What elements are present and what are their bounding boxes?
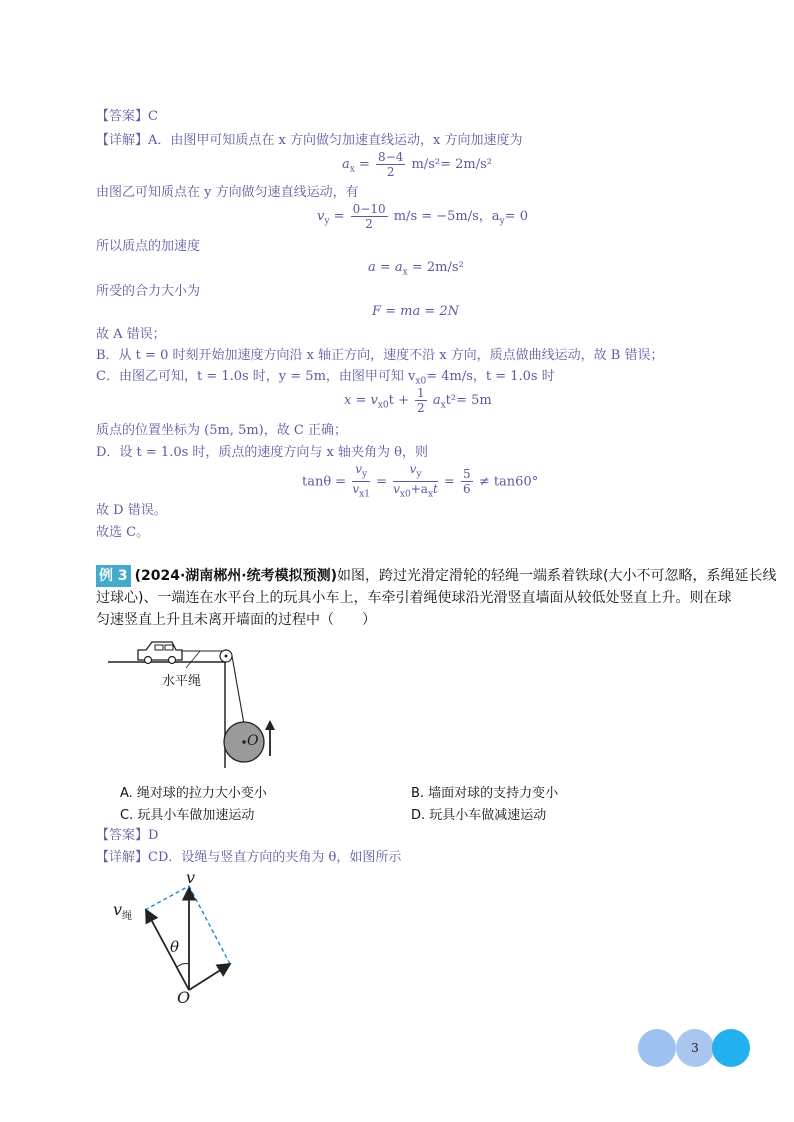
- line-d: D．设 t = 1.0s 时，质点的速度方向与 x 轴夹角为 θ，则: [96, 445, 428, 460]
- example-badge: 例 3: [96, 565, 131, 587]
- equation-x: $x = v_{x0}t$ + $\frac{1}{2}$ $a_xt^2= 5m$: [344, 386, 492, 415]
- velocity-vector-figure: [110, 872, 250, 1002]
- fig-o-label: O: [177, 988, 191, 1007]
- fig-v-label: v: [186, 868, 196, 887]
- equation-f: F = ma = 2N: [372, 304, 460, 319]
- answer-line: 【答案】C: [96, 109, 158, 124]
- line-c-pos: 质点的位置坐标为 (5m, 5m)，故 C 正确；: [96, 423, 347, 438]
- line-a-wrong: 故 A 错误；: [96, 327, 166, 342]
- line-y: 由图乙可知质点在 y 方向做匀速直线运动，有: [96, 185, 359, 200]
- option-c: C. 玩具小车做加速运动: [120, 808, 255, 823]
- line-choose: 故选 C。: [96, 525, 150, 540]
- pulley-figure: [108, 636, 288, 776]
- line-c: C．由图乙可知，t = 1.0s 时，y = 5m，由图甲可知 $v_{x0}= 4m/s$，t = 1.0s 时: [96, 369, 555, 387]
- example-3-line1: 例 3 (2024·湖南郴州·统考模拟预测)如图，跨过光滑定滑轮的轻绳一端系着铁球(大小不可忽略，系绳延长线: [96, 565, 777, 587]
- ball-center-label: O: [247, 733, 259, 749]
- line-b: B．从 t = 0 时刻开始加速度方向沿 x 轴正方向，速度不沿 x 方向，质点做曲线运动，故 B 错误；: [96, 348, 664, 363]
- fig-v-rope-label: $v_绳$: [113, 900, 133, 923]
- equation-ax: $a_x$ = $\frac{8-4}{2}$ m/s²= 2m/s²: [342, 150, 492, 179]
- equation-a: $a = a_x = 2m/s^2$: [368, 260, 464, 278]
- rope-label: 水平绳: [162, 674, 202, 689]
- page-number: 3: [676, 1029, 714, 1067]
- equation-tan: tanθ = $\frac{v_y}{v_{x1}}$ = $\frac{v_y}{v_{x0}+a_xt}$ = $\frac{5}{6}$ ≠ tan60°: [302, 462, 539, 500]
- page-circle-left: [638, 1029, 676, 1067]
- example-3-line2: 过球心)、一端连在水平台上的玩具小车上，车牵引着绳使球沿光滑竖直墙面从较低处竖直上升。则在球: [96, 590, 732, 606]
- option-d: D. 玩具小车做减速运动: [411, 808, 547, 823]
- equation-vy: $v_y$ = $\frac{0-10}{2}$ m/s = −5m/s，$a_y= 0$: [317, 202, 528, 231]
- line-acc: 所以质点的加速度: [96, 239, 201, 254]
- example-3-line3: 匀速竖直上升且未离开墙面的过程中（ ）: [96, 612, 376, 628]
- option-b: B. 墙面对球的支持力变小: [411, 786, 559, 801]
- detail-a: 【详解】A．由图甲可知质点在 x 方向做匀加速直线运动，x 方向加速度为: [96, 133, 523, 148]
- answer3-detail: 【详解】CD．设绳与竖直方向的夹角为 θ，如图所示: [96, 850, 402, 865]
- page-circle-right: [712, 1029, 750, 1067]
- fig-theta-label: θ: [170, 938, 180, 956]
- line-force: 所受的合力大小为: [96, 284, 201, 299]
- toy-car-icon: [138, 642, 182, 664]
- line-d-wrong: 故 D 错误。: [96, 503, 167, 518]
- answer3-line: 【答案】D: [96, 828, 159, 843]
- option-a: A. 绳对球的拉力大小变小: [120, 786, 267, 801]
